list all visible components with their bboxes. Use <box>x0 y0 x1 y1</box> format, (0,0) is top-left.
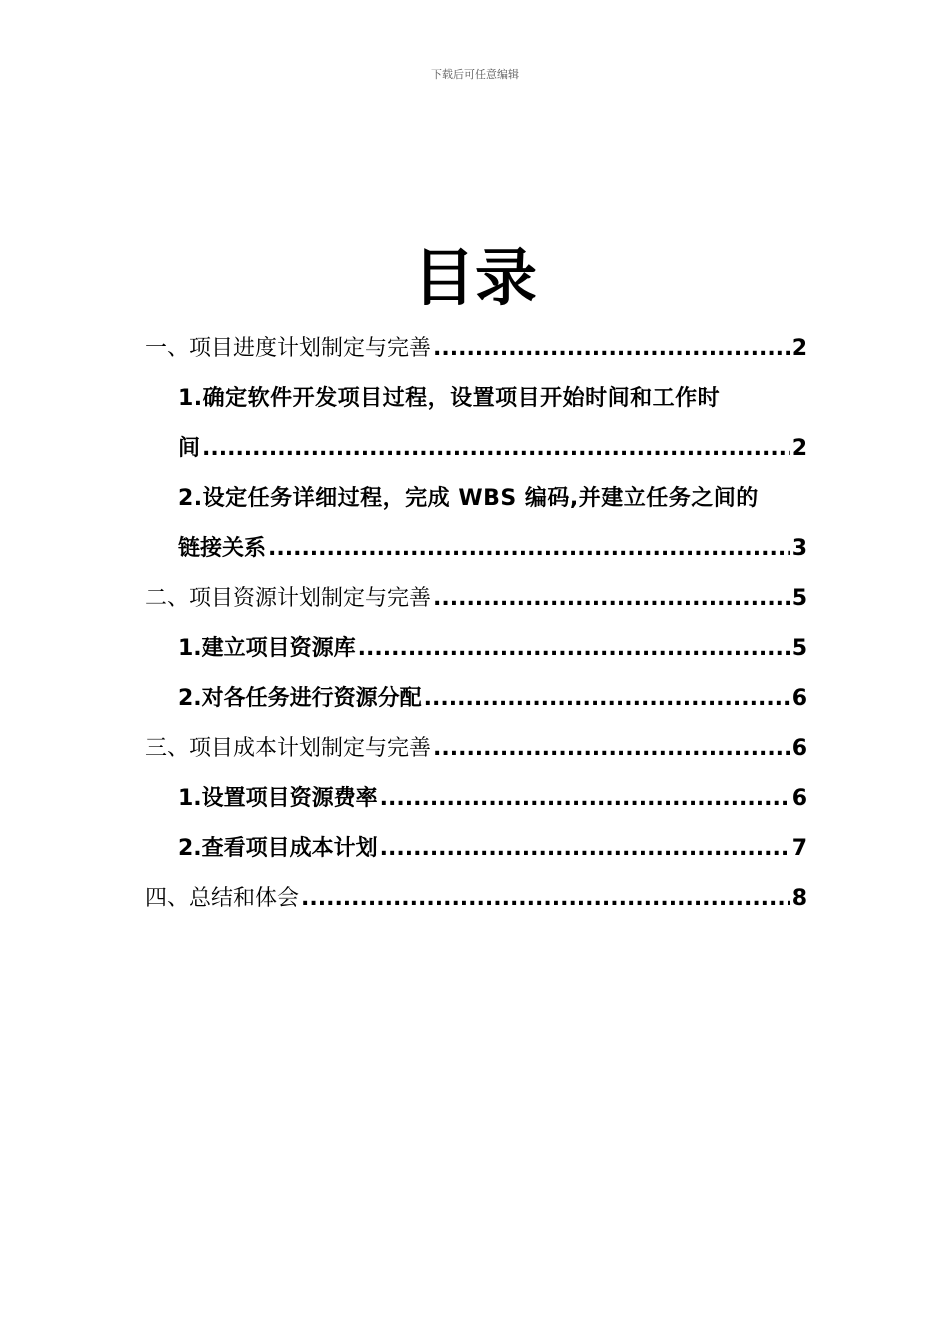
toc-page-number: 2 <box>791 336 807 361</box>
toc-entry-section-4[interactable] <box>145 874 807 924</box>
toc-entry-text: 二、项目资源计划制定与完善 <box>145 586 432 611</box>
toc-entry-section-3-1[interactable] <box>145 774 807 824</box>
toc-dot-leader <box>380 824 790 874</box>
toc-entry-text-line1: 1.确定软件开发项目过程，设置项目开始时间和工作时 <box>178 386 721 411</box>
toc-dot-leader <box>380 774 790 824</box>
toc-entry-text: 1.建立项目资源库 <box>178 636 356 661</box>
toc-entry-section-2-1[interactable] <box>145 624 807 674</box>
toc-page-number: 3 <box>791 536 807 561</box>
toc-title: 目录 <box>412 241 537 314</box>
toc-dot-leader <box>433 574 790 624</box>
toc-page-number: 6 <box>791 686 807 711</box>
toc-entry-text: 1.设置项目资源费率 <box>178 786 378 811</box>
toc-dot-leader <box>301 874 790 924</box>
toc-dot-leader <box>268 524 790 574</box>
toc-dot-leader <box>433 324 790 374</box>
toc-dot-leader <box>433 724 790 774</box>
toc-entry-section-3-2[interactable] <box>145 824 807 874</box>
toc-entry-text: 链接关系 <box>178 536 267 561</box>
toc-entry-text: 2.对各任务进行资源分配 <box>178 686 422 711</box>
toc-entry-section-1[interactable] <box>145 324 807 374</box>
toc-entry-text: 一、项目进度计划制定与完善 <box>145 336 432 361</box>
toc-entry-text-line1: 2.设定任务详细过程，完成 WBS 编码,并建立任务之间的 <box>178 486 759 511</box>
toc-dot-leader <box>358 624 790 674</box>
toc-page-number: 6 <box>791 786 807 811</box>
toc-page-number: 5 <box>791 636 807 661</box>
toc-dot-leader <box>424 674 790 724</box>
toc-page-number: 2 <box>791 436 807 461</box>
toc-entry-text: 三、项目成本计划制定与完善 <box>145 736 432 761</box>
toc-entry-section-2-2[interactable] <box>145 674 807 724</box>
toc-dot-leader <box>202 424 790 474</box>
toc-entry-section-3[interactable] <box>145 724 807 774</box>
toc-entry-text: 四、总结和体会 <box>145 886 300 911</box>
toc-entry-text: 间 <box>178 436 201 461</box>
toc-page-number: 5 <box>791 586 807 611</box>
toc-entry-section-1-1[interactable] <box>145 374 807 474</box>
toc-page-number: 6 <box>791 736 807 761</box>
toc-page-number: 8 <box>791 886 807 911</box>
toc-page-number: 7 <box>791 836 807 861</box>
table-of-contents <box>145 324 807 924</box>
toc-entry-text: 2.查看项目成本计划 <box>178 836 378 861</box>
header-note: 下载后可任意编辑 <box>431 68 519 81</box>
toc-entry-section-2[interactable] <box>145 574 807 624</box>
toc-entry-section-1-2[interactable] <box>145 474 807 574</box>
